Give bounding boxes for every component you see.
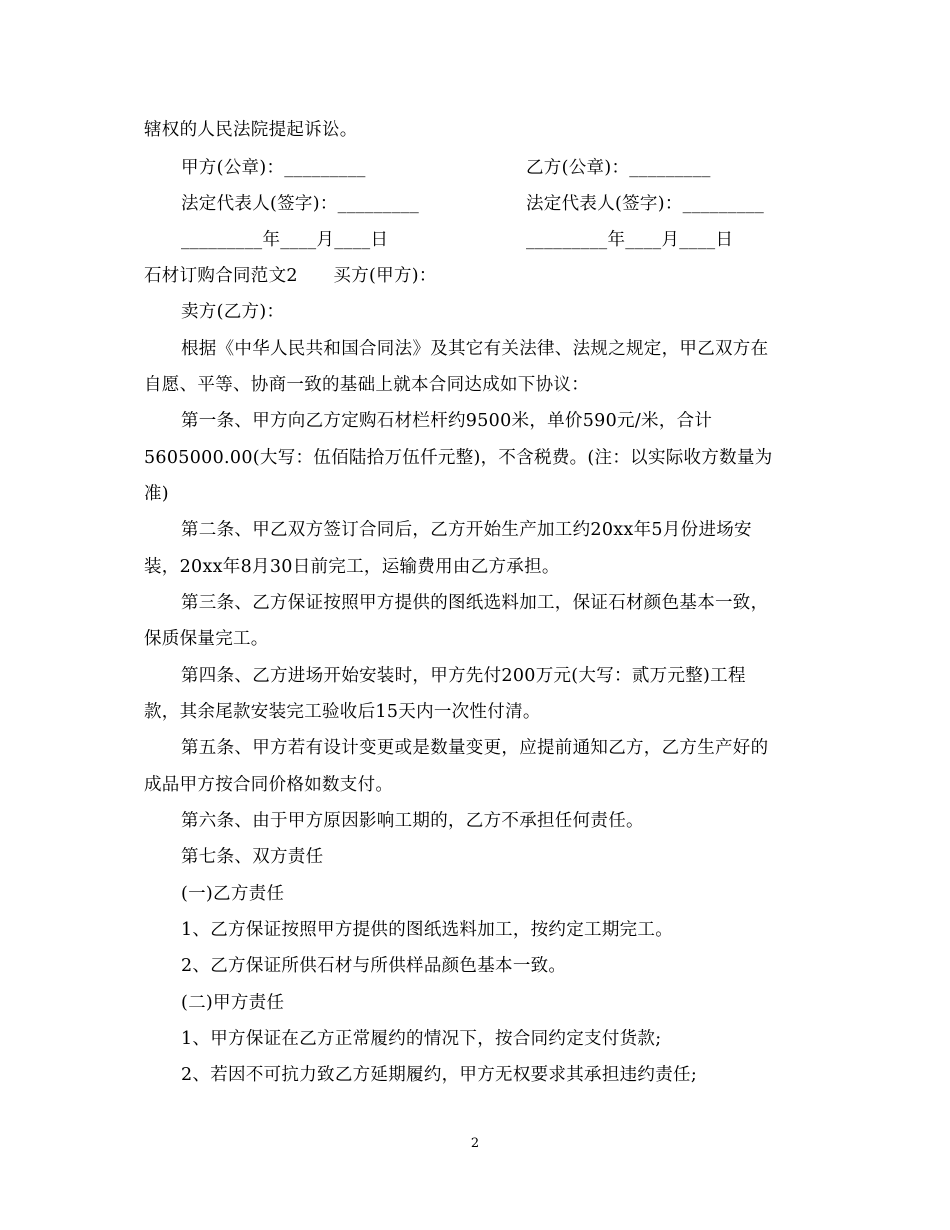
- text-line: 准): [144, 484, 169, 504]
- text-line: 1、乙方保证按照甲方提供的图纸选料加工，按约定工期完工。: [181, 920, 674, 940]
- text-line: (一)乙方责任: [181, 884, 285, 904]
- text-line: 辖权的人民法院提起诉讼。: [144, 120, 358, 140]
- text-line: 2、乙方保证所供石材与所供样品颜色基本一致。: [181, 956, 567, 976]
- text-line: 5605000.00(大写：伍佰陆拾万伍仟元整)，不含税费。(注：以实际收方数量为: [144, 448, 773, 468]
- text-line: 1、甲方保证在乙方正常履约的情况下，按合同约定支付货款;: [181, 1029, 662, 1049]
- text-line: 2、若因不可抗力致乙方延期履约，甲方无权要求其承担违约责任;: [181, 1065, 698, 1085]
- party-b-date-line: _________年____月____日: [526, 230, 734, 250]
- party-a-date-line: _________年____月____日: [181, 230, 389, 250]
- text-line: 第七条、双方责任: [181, 847, 324, 867]
- text-line: 根据《中华人民共和国合同法》及其它有关法律、法规之规定，甲乙双方在: [181, 339, 769, 359]
- text-line: 第五条、甲方若有设计变更或是数量变更，应提前通知乙方，乙方生产好的: [181, 738, 769, 758]
- text-line: 卖方(乙方)：: [181, 302, 285, 322]
- text-line: 保质保量完工。: [144, 629, 269, 649]
- text-line: 第四条、乙方进场开始安装时，甲方先付200万元(大写：贰万元整)工程: [181, 666, 746, 686]
- party-b-seal-line: 乙方(公章)：_________: [526, 158, 711, 178]
- text-line: 自愿、平等、协商一致的基础上就本合同达成如下协议：: [144, 375, 589, 395]
- page-number: 2: [470, 1136, 480, 1151]
- text-line: (二)甲方责任: [181, 993, 285, 1013]
- party-a-representative-line: 法定代表人(签字)：_________: [181, 194, 420, 214]
- text-line: 第二条、甲乙双方签订合同后，乙方开始生产加工约20xx年5月份进场安: [181, 520, 752, 540]
- section-title: 石材订购合同范文2 买方(甲方)：: [144, 266, 437, 286]
- text-line: 款，其余尾款安装完工验收后15天内一次性付清。: [144, 702, 541, 722]
- text-line: 成品甲方按合同价格如数支付。: [144, 775, 394, 795]
- party-a-seal-line: 甲方(公章)：_________: [181, 158, 366, 178]
- text-line: 第一条、甲方向乙方定购石材栏杆约9500米，单价590元/米，合计: [181, 411, 713, 431]
- text-line: 第六条、由于甲方原因影响工期的，乙方不承担任何责任。: [181, 811, 644, 831]
- text-line: 装，20xx年8月30日前完工，运输费用由乙方承担。: [144, 557, 560, 577]
- party-b-representative-line: 法定代表人(签字)：_________: [526, 194, 765, 214]
- text-line: 第三条、乙方保证按照甲方提供的图纸选料加工，保证石材颜色基本一致，: [181, 593, 769, 613]
